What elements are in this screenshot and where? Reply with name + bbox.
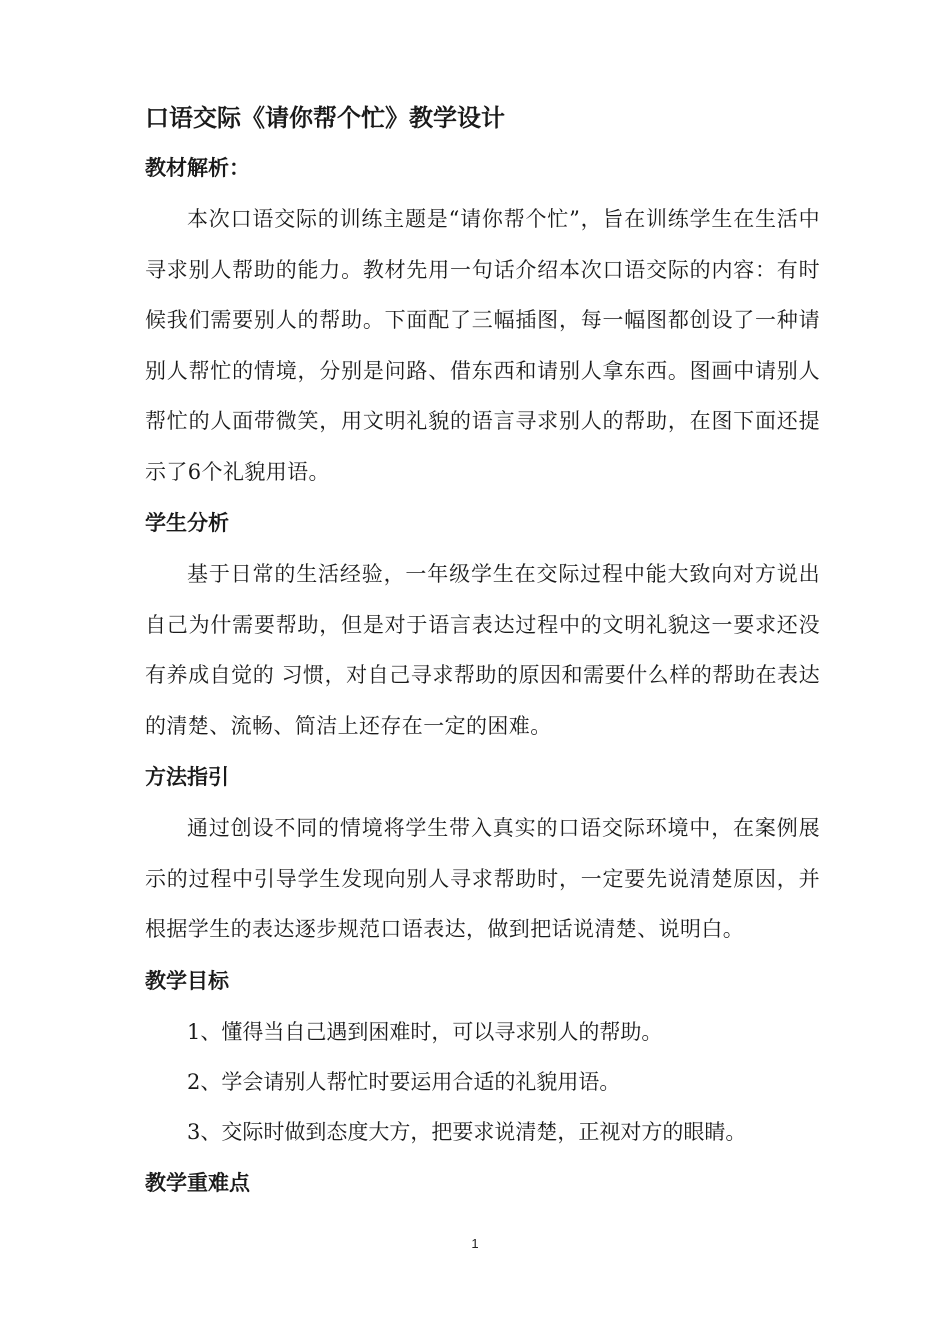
section-heading-methods: 方法指引 [145,765,229,789]
document-title: 口语交际《请你帮个忙》教学设计 [145,104,505,132]
section-heading-goals: 教学目标 [145,968,229,993]
page-number: 1 [471,1236,479,1251]
methods-paragraph: 通过创设不同的情境将学生带入真实的口语交际环境中，在案例展示的过程中引导学生发现向别人寻求帮助时，一定要先说清楚原因，并根据学生的表达逐步规范口语表达，做到把话说清楚、说明白。 [145,816,820,941]
section-heading-students: 学生分析 [145,511,229,535]
goal-item: 1、懂得当自己遇到困难时，可以寻求别人的帮助。 [187,1019,663,1044]
students-paragraph: 基于日常的生活经验，一年级学生在交际过程中能大致向对方说出自己为什需要帮助，但是对于语言表达过程中的文明礼貌这一要求还没有养成自觉的 习惯，对自己寻求帮助的原因和需要什么样的帮助在表达的清楚、流畅、简洁上还存在一定的困难。 [145,562,820,738]
materials-paragraph: 本次口语交际的训练主题是“请你帮个忙”，旨在训练学生在生活中寻求别人帮助的能力。教材先用一句话介绍本次口语交际的内容：有时候我们需要别人的帮助。下面配了三幅插图，每一幅图都创设了一种请别人帮忙的情境，分别是问路、借东西和请别人拿东西。图画中请别人帮忙的人面带微笑，用文明礼貌的语言寻求别人的帮助，在图下面还提示了6个礼貌用语。 [145,207,820,484]
goal-item: 2、学会请别人帮忙时要运用合适的礼貌用语。 [187,1069,621,1094]
goal-item: 3、交际时做到态度大方，把要求说清楚，正视对方的眼睛。 [187,1119,747,1144]
document-body [145,96,820,1209]
section-heading-key-points: 教学重难点 [145,1170,250,1195]
section-heading-materials: 教材解析： [145,156,250,180]
